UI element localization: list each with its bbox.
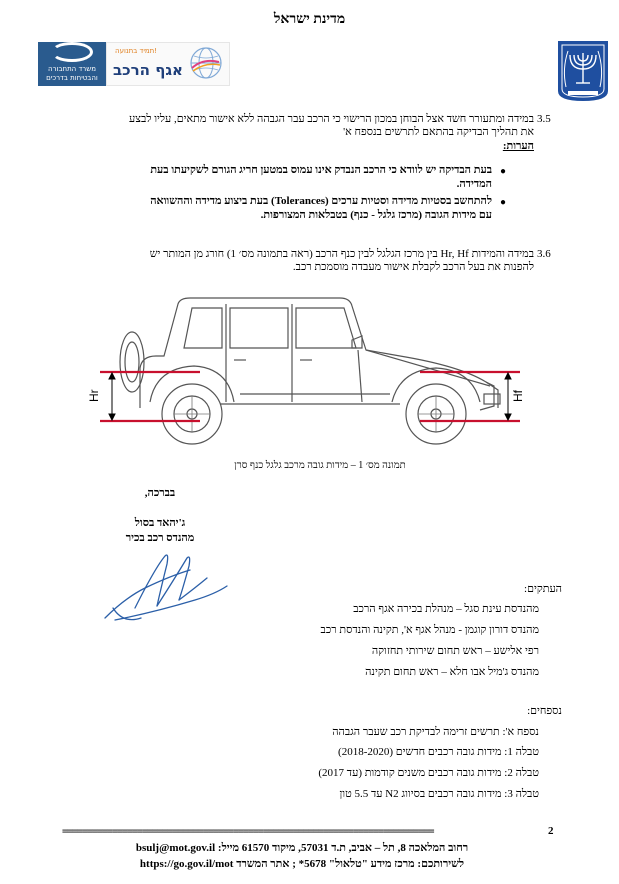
jeep-outline	[120, 298, 500, 410]
page-number: 2	[548, 825, 554, 837]
ministry-logo-text: משרד התחבורה והבטיחות בדרכים	[46, 65, 98, 82]
copy-recipient: מהנדס ג'מיל אבו חלא – ראש תחום תקינה	[365, 666, 539, 678]
footer-service: לשירותכם: מרכז מידע "טלאול" 5678* ; אתר המשרד https://go.gov.il/mot	[139, 858, 465, 870]
signatory-name: ג'יהאד בסול	[134, 517, 186, 529]
note-1-line2: המדידה.	[456, 178, 492, 190]
section-number: 3.5	[537, 113, 551, 125]
section-3-5-line2: את תהליך הבדיקה בהתאם לתרשים בנספח א'	[343, 126, 534, 138]
globe-icon	[189, 46, 223, 80]
footer-address: רחוב המלאכה 8, תל – אביב, ת.ד 57031, מיקוד 61570 מייל: bsulj@mot.gov.il	[135, 842, 469, 854]
notes-label: הערות:	[502, 140, 534, 152]
hf-label: Hf	[511, 390, 525, 402]
copy-recipient: רפי אלישע – ראש תחום שירותי תחזוקה	[371, 645, 539, 657]
section-3-5-line1: במידה ומתעורר חשד אצל הבוחן במכון הרישוי כי הרכב עבר הגבהה ללא אישור מתאים, עליו לבצע	[129, 113, 534, 125]
attachment-item: טבלה 2: מידות גובה רכבים משנים קודמות (עד 2017)	[318, 767, 539, 779]
section-number: 3.6	[537, 248, 551, 260]
attachment-item: טבלה 3: מידות גובה רכבים בסיווג N2 עד 5.5 טון	[339, 788, 539, 800]
greeting: בברכה,	[144, 487, 176, 499]
copy-recipient: מהנדס דורון קוגמן - מנהל אגף א', תקינה והנדסת רכב	[320, 624, 539, 636]
footer-divider: ==========================================================================	[62, 826, 434, 837]
copies-label: העתקים:	[524, 583, 562, 595]
note-1-line1: בעת הבדיקה יש לוודא כי הרכב הנבדק אינו עמוס במטען חריג הגורם לשקיעתו בעת	[150, 164, 492, 176]
ministry-logo-mark	[38, 42, 106, 86]
bullet-icon: ●	[500, 166, 507, 177]
signature-image	[95, 548, 235, 628]
vehicle-dept-logo	[106, 42, 230, 86]
section-3-6-line2: להפנות את בעל הרכב לקבלת אישור מעבדה מוסמכת רכב.	[292, 261, 534, 273]
vehicle-height-diagram	[87, 290, 525, 450]
logo-slogan: תמיד בתנועה!	[115, 47, 158, 55]
note-2-line1: להתחשב בסטיות מדידה וסטיות ערכים (Tolerances) בעת ביצוע מדידה וההשוואה	[150, 195, 492, 207]
swirl-icon	[51, 42, 93, 62]
measurement-lines	[100, 372, 520, 421]
bullet-icon: ●	[500, 197, 507, 208]
state-emblem-icon	[556, 39, 610, 103]
page-title: מדינת ישראל	[273, 12, 346, 27]
note-2-line2: עם מידות הגובה (מרכז גלגל - כנף) בטבלאות המצורפות.	[260, 209, 492, 221]
attachment-item: נספח א': תרשים זרימה לבדיקת רכב שעבר הגבהה	[332, 726, 539, 738]
ministry-logo	[38, 42, 230, 86]
logo-dept-name: אגף הרכב	[113, 61, 183, 79]
figure-caption: תמונה מס׳ 1 – מידות גובה מרכב גלגל כנף סרן	[234, 460, 406, 471]
copy-recipient: מהנדסת עינת סגל – מנהלת בכירה אגף הרכב	[353, 603, 539, 615]
signatory-role: מהנדס רכב בכיר	[125, 532, 195, 544]
section-3-6-line1: במידה והמידות Hr, Hf בין מרכז הגלגל לבין כנף הרכב (ראה בתמונה מס׳ 1) חורג מן המותר יש	[149, 248, 534, 260]
attachments-label: נספחים:	[527, 705, 562, 717]
attachment-item: טבלה 1: מידות גובה רכבים חדשים (2018-2020)	[338, 746, 539, 758]
hr-label: Hr	[87, 389, 101, 402]
